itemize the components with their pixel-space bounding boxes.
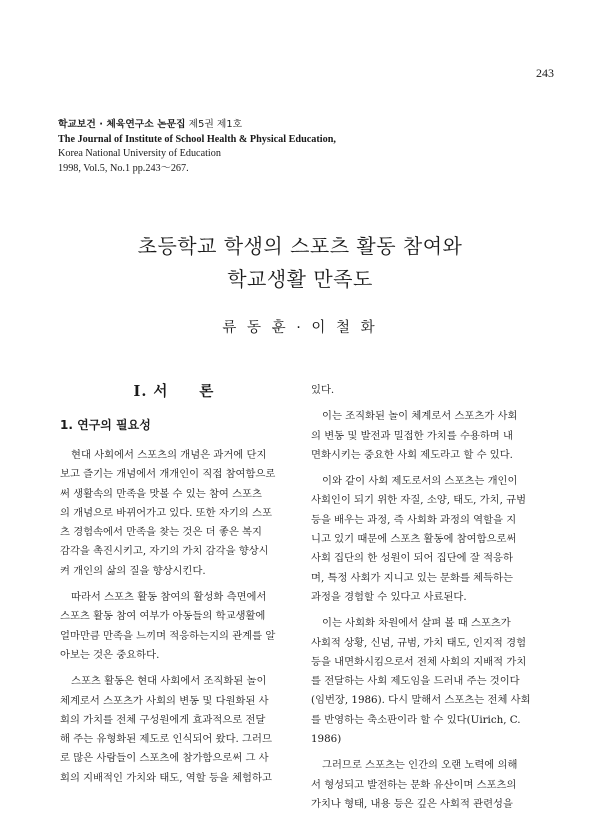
text-line: 체계로서 스포츠가 사회의 변동 및 다원화된 사 xyxy=(60,694,269,707)
page-number: 243 xyxy=(536,66,554,80)
left-column xyxy=(60,378,288,795)
text-line: 가치나 형태, 내용 등은 깊은 사회적 관련성을 xyxy=(311,797,513,810)
text-line: 를 반영하는 축소판이라 할 수 있다(Uirich, C. xyxy=(311,713,521,726)
text-line: 를 전달하는 사회 제도임을 드러내 주는 것이다 xyxy=(311,675,520,688)
paragraph xyxy=(311,407,539,465)
text-line: 며, 특정 사회가 지니고 있는 문화를 체득하는 xyxy=(311,571,513,584)
text-line: 니고 있기 때문에 스포츠 활동에 참여함으로써 xyxy=(311,533,517,546)
paragraph xyxy=(311,614,539,749)
text-line: 그러므로 스포츠는 인간의 오랜 노력에 의해 xyxy=(322,759,518,772)
right-body-text xyxy=(311,381,539,814)
paragraph xyxy=(60,672,288,788)
text-line: 아보는 것은 중요하다. xyxy=(60,648,160,661)
text-line: 있다. xyxy=(311,384,335,396)
journal-citation: 1998, Vol.5, No.1 pp.243～267. xyxy=(58,162,189,174)
text-line: 로 많은 사람들이 스포츠에 참가함으로써 그 사 xyxy=(60,752,269,765)
text-line: 보고 즐기는 개념에서 개개인이 직접 참여함으로 xyxy=(60,468,276,481)
text-line: (임번장, 1986). 다시 말해서 스포츠는 전체 사회 xyxy=(311,694,531,707)
paragraph xyxy=(311,381,539,400)
authors: 류 동 훈 · 이 철 화 xyxy=(222,320,378,336)
text-line: 사회 집단의 한 성원이 되어 집단에 잘 적응하 xyxy=(311,552,513,565)
text-line: 등을 배우는 과정, 즉 사회화 과정의 역할을 지 xyxy=(311,513,517,526)
text-line: 회의 가치를 전체 구성원에게 효과적으로 전달 xyxy=(60,713,266,726)
subsection-heading-necessity: 1. 연구의 필요성 xyxy=(60,418,151,432)
text-line: 얼마만큼 만족을 느끼며 적응하는지의 관계를 알 xyxy=(60,629,276,642)
journal-name-english: The Journal of Institute of School Health & Physical Education, xyxy=(58,133,336,145)
section-heading-introduction: Ⅰ. 서 론 xyxy=(133,383,215,400)
text-line: 켜 개인의 삶의 질을 향상시킨다. xyxy=(60,564,206,577)
text-line: 감각을 촉진시키고, 자기의 가치 감각을 향상시 xyxy=(60,545,269,558)
left-body-text xyxy=(60,446,288,788)
text-line: 등을 내면화시킴으로서 전체 사회의 지배적 가치 xyxy=(311,655,527,668)
journal-volume-korean: 제5권 제1호 xyxy=(185,119,243,130)
text-line: 의 개념으로 바뀌어가고 있다. 또한 자기의 스포 xyxy=(60,506,272,519)
right-column xyxy=(311,381,539,821)
text-line: 이는 조직화된 놀이 체계로서 스포츠가 사회 xyxy=(322,410,518,423)
text-line: 면화시키는 중요한 사회 제도라고 할 수 있다. xyxy=(311,448,513,461)
journal-institution: Korea National University of Education xyxy=(58,148,221,160)
text-line: 사회적 상황, 신념, 규범, 가치 태도, 인지적 경험 xyxy=(311,636,527,649)
text-line: 의 변동 및 발전과 밀접한 가치를 수용하며 내 xyxy=(311,429,513,442)
journal-header xyxy=(58,118,336,176)
text-line: 따라서 스포츠 활동 참여의 활성화 측면에서 xyxy=(71,591,267,604)
title-line-1: 초등학교 학생의 스포츠 활동 참여와 xyxy=(137,234,463,258)
paragraph xyxy=(60,446,288,581)
text-line: 츠 경험속에서 만족을 찾는 것은 더 좋은 복지 xyxy=(60,526,262,539)
text-line: 서 형성되고 발전하는 문화 유산이며 스포츠의 xyxy=(311,778,517,791)
journal-line-korean xyxy=(58,118,336,133)
paragraph xyxy=(311,472,539,607)
text-line: 이와 같이 사회 제도로서의 스포츠는 개인이 xyxy=(322,475,518,488)
text-line: 써 생활속의 만족을 맛볼 수 있는 참여 스포츠 xyxy=(60,487,262,500)
journal-name-korean: 학교보건 · 체육연구소 논문집 xyxy=(58,119,186,130)
text-line: 회의 지배적인 가치와 태도, 역할 등을 체험하고 xyxy=(60,771,272,784)
paragraph xyxy=(311,756,539,814)
text-line: 현대 사회에서 스포츠의 개념은 과거에 단지 xyxy=(71,449,267,461)
text-line: 스포츠 활동 참여 여부가 아동들의 학교생활에 xyxy=(60,610,266,623)
text-line: 스포츠 활동은 현대 사회에서 조직화된 놀이 xyxy=(71,675,267,688)
paper-title xyxy=(0,230,600,296)
text-line: 사회인이 되기 위한 자질, 소양, 태도, 가치, 규범 xyxy=(311,494,527,507)
paragraph xyxy=(60,588,288,665)
text-line: 이는 사회화 차원에서 살펴 볼 때 스포츠가 xyxy=(322,617,511,630)
text-line: 1986) xyxy=(311,733,342,746)
text-line: 해 주는 유형화된 제도로 인식되어 왔다. 그러므 xyxy=(60,733,272,746)
text-line: 과정을 경험할 수 있다고 사료된다. xyxy=(311,590,467,603)
title-line-2: 학교생활 만족도 xyxy=(227,267,373,291)
